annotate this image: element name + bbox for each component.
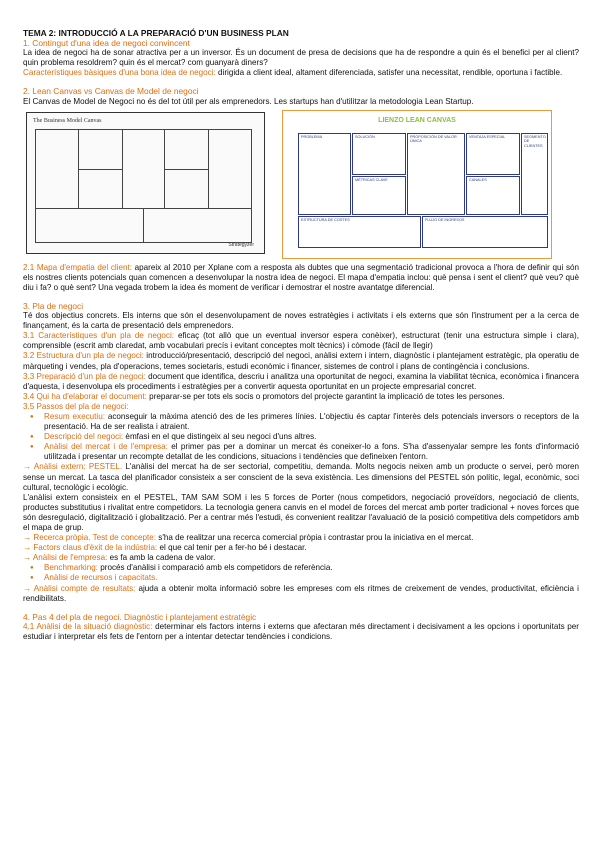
inline-text: eficaç (tot allò que un eventual inversor espera conèixer), estructurat (tenir una estructura simple i clara), comprensible (escrit amb claredat, amb vocabulari precís i evitant conceptes molt tècnics) i còmode (fàcil de llegir) [23, 331, 579, 351]
section-3-heading: 3. Pla de negoci [23, 300, 84, 311]
canvas-box: SOLUCIÓN [352, 133, 406, 175]
canvas-box: VENTAJA ESPECIAL [466, 133, 520, 175]
canvas-box: SEGMENTO DE CLIENTES [521, 133, 548, 215]
inline-label: Benchmarking: [44, 563, 98, 573]
paragraph [23, 263, 579, 293]
paragraph [23, 533, 579, 543]
paragraph: La idea de negoci ha de sonar atractiva per a un inversor. És un document de presa de decisions que ha de respondre a quin és el benefici per al client? quin problema resoldrem? quin és el mercat? com guanyarà diners? [23, 48, 579, 68]
inline-label: Descripció del negoci: [44, 432, 124, 442]
inline-text: document que identifica, descriu i analitza una oportunitat de negoci, examina la viabilitat tècnica, econòmica i financera d'aquesta, i desenvolupa els procediments i estratègies per a convertir aquesta oportunitat en un projecte empresarial concret. [23, 371, 579, 391]
canvas-figures [23, 110, 579, 260]
inline-text: èmfasi en el que distingeix al seu negoci d'uns altres. [123, 432, 317, 442]
inline-label: → Recerca pròpia. Test de concepte: [23, 533, 157, 543]
canvas-box: FLUJO DE INGRESOS [422, 216, 548, 248]
paragraph: L'anàlisi extern consisteix en el PESTEL, TAM SAM SOM i les 5 forces de Porter (nous competidors, negociació proveïdors, negociació de clients, productes substitutius i rivalitat entre competidors. La tecnologia genera canvis en el model de forces del mercat amb porter tradicional + noves forces que són desregulació, digitalització i globalització. Per a centrar més l'estudi, és convenient realitzar l'avaluació de la posició competitiva dels competidors amb el mapa de grup. [23, 492, 579, 532]
figure-footer: Strategyzer [228, 241, 254, 248]
inline-label: Anàlisi de recursos i capacitats. [44, 573, 158, 583]
inline-label: 3.1 Característiques d'un pla de negoci: [23, 331, 174, 341]
inline-text: aconseguir la màxima atenció des de les primeres línies. L'objectiu és captar l'interès dels potencials inversors o receptors de la presentació. Ha de ser realista i atraient. [44, 411, 579, 432]
inline-text: preparar-se per tots els socis o promotors del projecte garantint la implicació de totes les persones. [146, 391, 505, 401]
inline-text: el que cal tenir per a fer-ho bé i destacar. [157, 543, 307, 553]
inline-text: procés d'anàlisi i comparació amb els competidors de referència. [98, 563, 333, 573]
inline-label: → Anàlisi de l'empresa: [23, 553, 108, 563]
document-page [23, 28, 579, 642]
section-1-heading: 1. Contingut d'una idea de negoci convincent [23, 38, 190, 49]
paragraph [23, 392, 579, 402]
canvas-box: MÉTRICAS CLAVE [352, 176, 406, 215]
inline-text: determinar els factors interns i externs que afectaran més directament i decisivament a les opcions i oportunitats per estudiar i interpretar els fets de l'entorn per a intentar detectar tendències i condicions. [23, 621, 579, 641]
list-item [23, 412, 579, 432]
canvas-box: PROBLEMA [298, 133, 351, 215]
paragraph [23, 584, 579, 604]
canvas-box: CANALES [466, 176, 520, 215]
inline-label: Resum executiu: [44, 411, 105, 421]
list-item [23, 563, 579, 573]
inline-text: dirigida a client ideal, altament diferenciada, satisfer una necessitat, rendible, oportuna i factible. [215, 68, 563, 78]
inline-text: ajuda a obtenir molta informació sobre les empreses com els ritmes de creixement de vendes, productivitat, eficiència i rendibilitats. [23, 583, 579, 603]
inline-label: Característiques bàsiques d'una bona idea de negoci: [23, 68, 216, 78]
canvas-box: ESTRUCTURA DE COSTES [298, 216, 421, 248]
paragraph [23, 543, 579, 553]
inline-text: L'anàlisi del mercat ha de ser sectorial, competitiu, demanda. Molts negocis neixen amb un producte o servei, però moren sense un mercat. La tasca del planificador consisteix a ser conscient de la seva existència. Les dimensions del PESTEL són polític, legal, econòmic, soci cultural, tecnològic i ecològic. [23, 462, 579, 492]
inline-text: introducció/presentació, descripció del negoci, anàlisi extern i intern, diagnòstic i plantejament estratègic, pla operatiu de màrqueting i vendes, pla d'operacions, temes societaris, estudi econòmic i financer, sistemes de control i plans de contingència i conclusions. [23, 351, 579, 371]
inline-label: 2.1 Mapa d'empatia del client: [23, 262, 132, 272]
paragraph [23, 331, 579, 351]
business-model-canvas-image [26, 112, 265, 254]
inline-label: → Anàlisi extern: PESTEL. [23, 462, 123, 472]
inline-text: el primer pas per a dominar un mercat és coneixer-lo a fons. S'ha d'assenyalar sempre les fonts d'informació utilitzada i presentar un recompte detallat de les condicions, situacions i tendències que defineixen l'entorn. [44, 442, 579, 462]
paragraph: El Canvas de Model de Negoci no és del tot útil per als emprenedors. Les startups han d'utilitzar la metodologia Lean Startup. [23, 96, 474, 106]
paragraph: 3.5 Passos del pla de negoci: [23, 401, 129, 411]
section-2-heading: 2. Lean Canvas vs Canvas de Model de negoci [23, 86, 199, 97]
paragraph: Té dos objectius concrets. Els interns que són el desenvolupament de noves estratègies i activitats i els externs que són l'instrument per a la cerca de finançament, és la carta de presentació dels emprenedors. [23, 311, 579, 331]
lean-canvas-image [282, 110, 552, 259]
inline-label: 3.4 Qui ha d'elaborar el document: [23, 391, 147, 401]
paragraph [23, 351, 579, 371]
paragraph [23, 68, 579, 78]
inline-label: Anàlisi del mercat i de l'empresa: [44, 442, 168, 452]
inline-label: 3.2 Estructura d'un pla de negoci: [23, 351, 144, 361]
inline-label: 3.3 Preparació d'un pla de negoci: [23, 371, 146, 381]
paragraph [23, 372, 579, 392]
inline-text: es fa amb la cadena de valor. [107, 553, 216, 563]
section-4-heading: 4. Pas 4 del pla de negoci. Diagnòstic i plantejament estratègic [23, 611, 257, 622]
canvas-box: PROPOSICIÓN DE VALOR ÚNICA [407, 133, 465, 215]
document-title: TEMA 2: INTRODUCCIÓ A LA PREPARACIÓ D'UN BUSINESS PLAN [23, 28, 289, 38]
inline-label: → Factors claus d'èxit de la indústria: [23, 543, 158, 553]
paragraph [23, 622, 579, 642]
paragraph [23, 553, 579, 563]
inline-text: s'ha de realitzar una recerca comercial pròpia i contrastar prou la iniciativa en el mercat. [156, 533, 474, 543]
list-item [23, 432, 579, 442]
paragraph [23, 462, 579, 492]
figure-title: LIENZO LEAN CANVAS [378, 116, 456, 124]
inline-text: apareix al 2010 per Xplane com a resposta als dubtes que una segmentació tradicional provoca a l'hora de definir qui són els nostres clients potencials quan comencen a desenvolupar la nostra idea de negoci. El mapa d'empatia inclou: què pensa i sent el client? què veu? què diu i fa? o què sent? Una vegada trobem la idea és moment de verificar i demostrar el nostre avantatge diferencial. [23, 262, 580, 292]
inline-label: 4.1 Anàlisi de la situació diagnòstic: [23, 621, 153, 631]
inline-label: → Anàlisi compte de resultats: [23, 583, 136, 593]
list-item [23, 442, 579, 462]
list-item [23, 573, 579, 583]
figure-title: The Business Model Canvas [33, 117, 102, 124]
